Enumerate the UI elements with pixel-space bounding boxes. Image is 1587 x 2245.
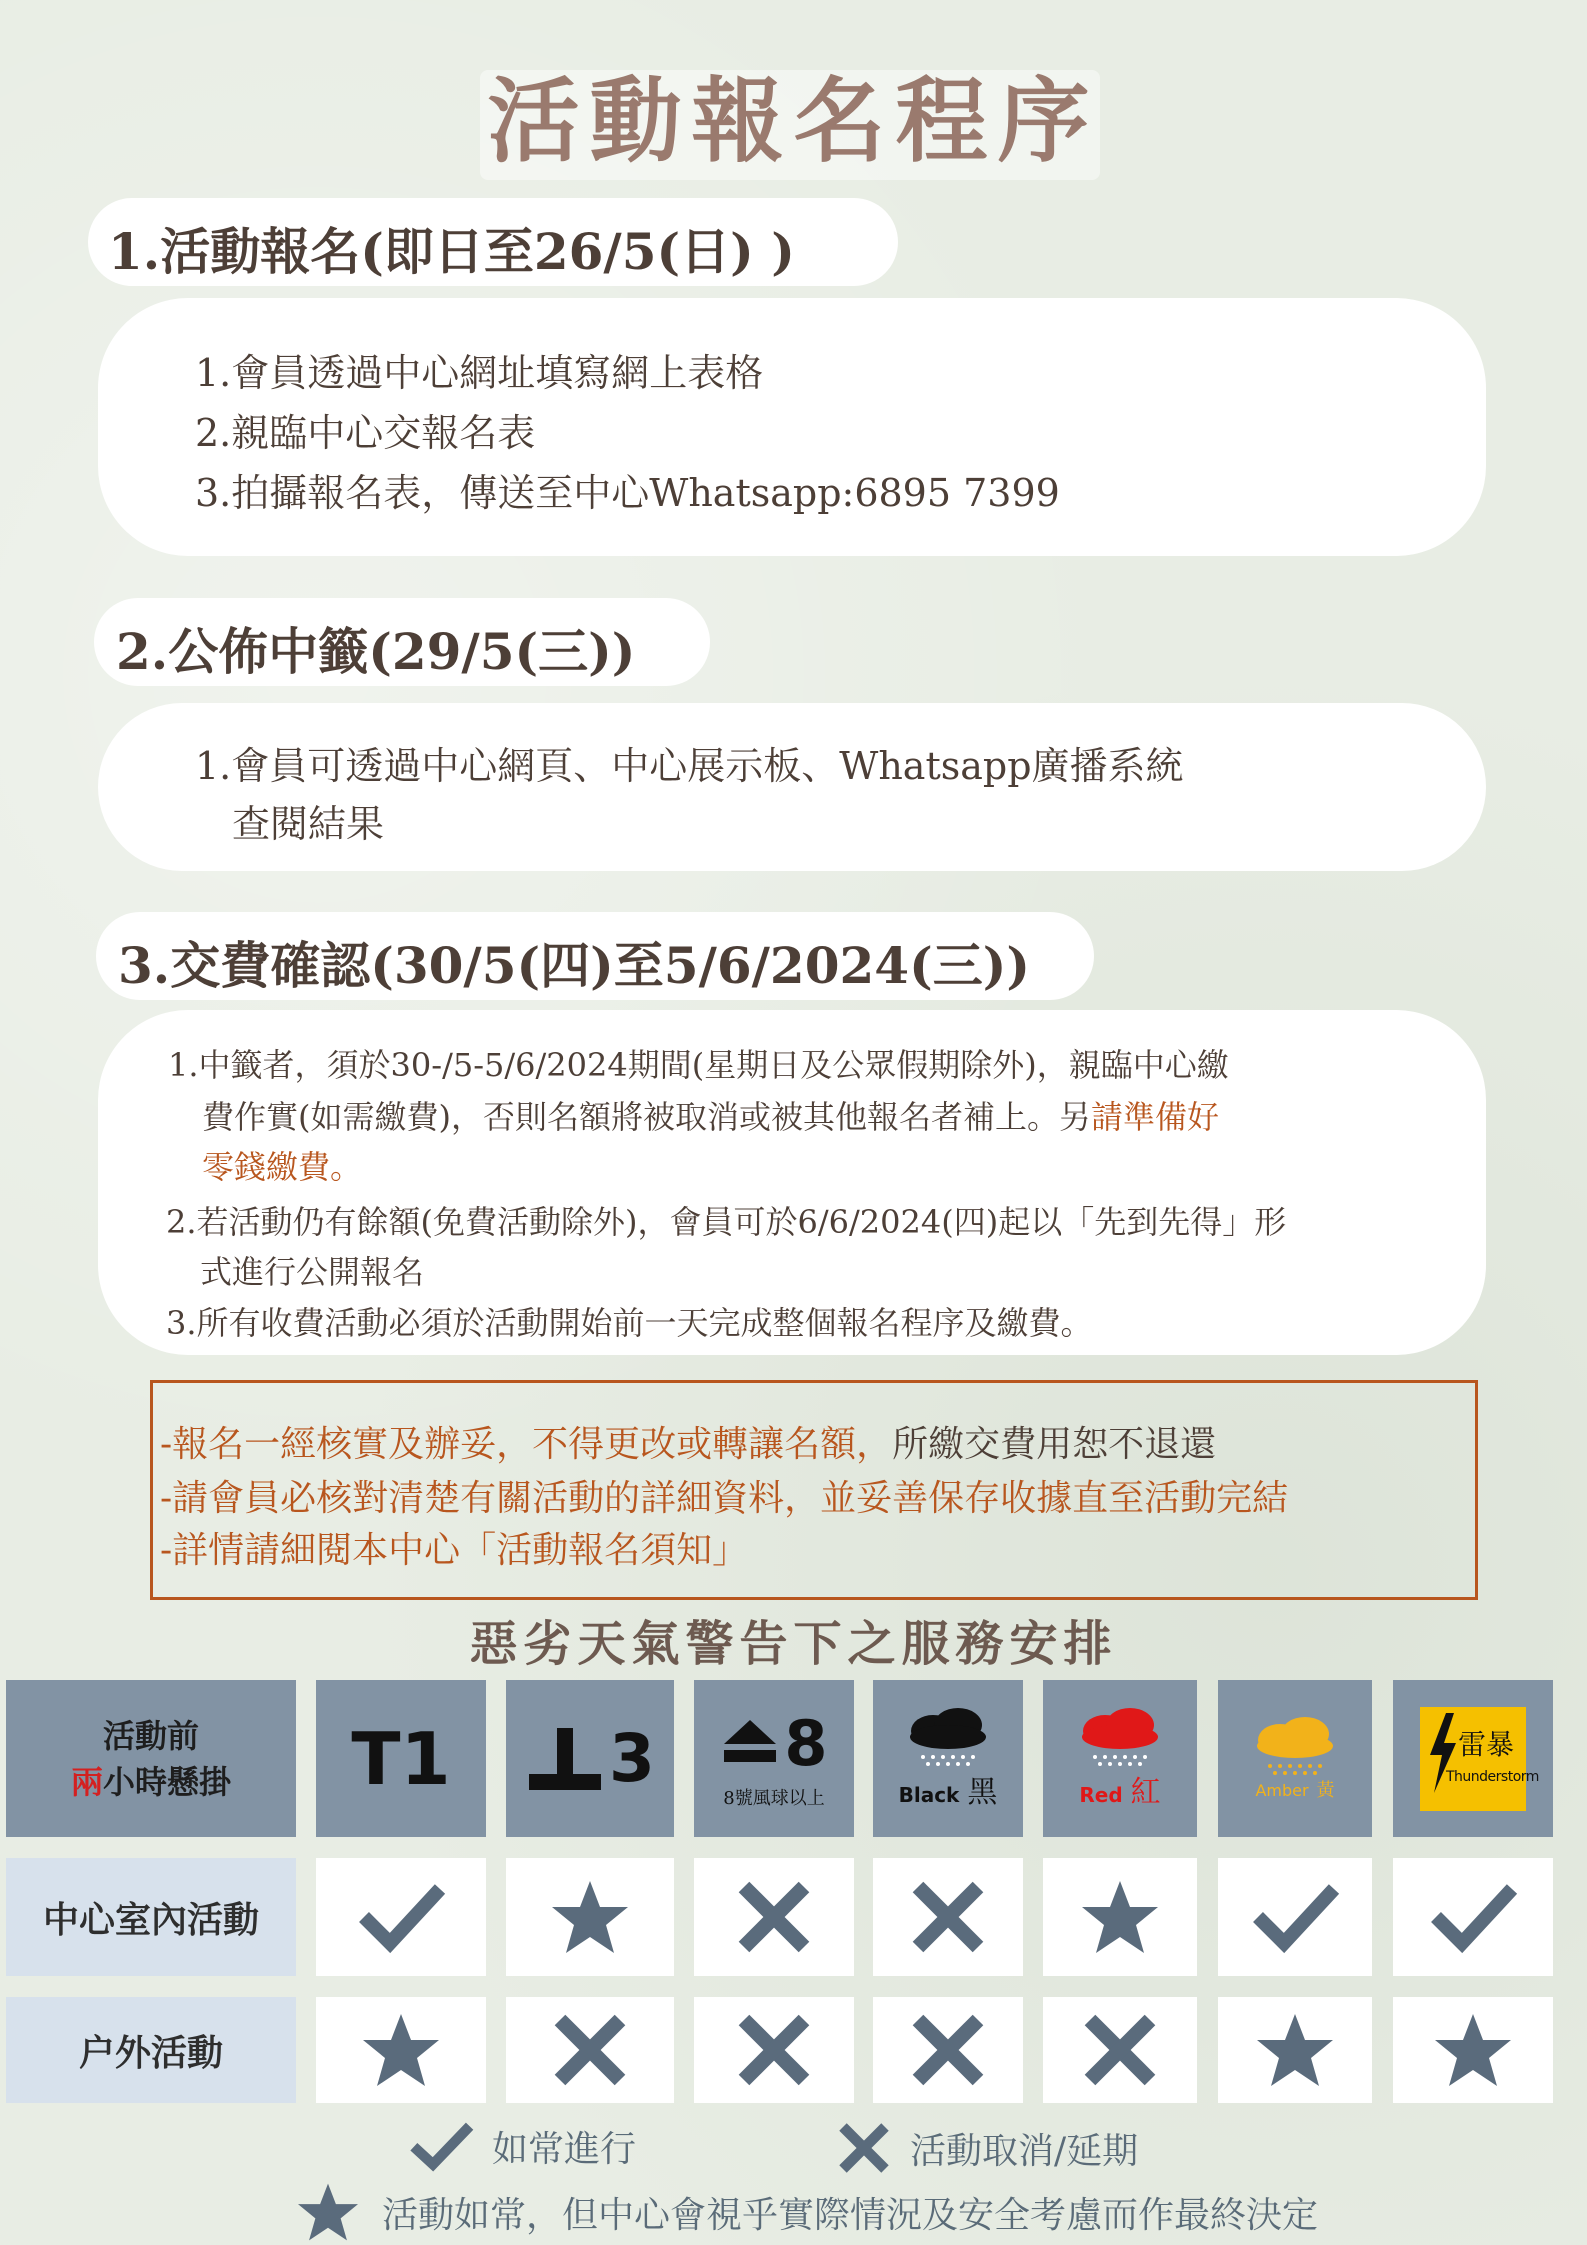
step3-item-1-line2-text: 費作實(如需繳費)，否則名額將被取消或被其他報名者補上。另 (202, 1098, 1091, 1136)
signal-header-label (6, 1680, 296, 1837)
t8-triangle-icon (720, 1716, 780, 1772)
step3-item-1-line3: 零錢繳費。 (202, 1148, 363, 1186)
step1-item-3: 3.拍攝報名表，傳送至中心Whatsapp:6895 7399 (195, 471, 1060, 515)
star-icon (1080, 1879, 1160, 1955)
indoor-t8-cell (694, 1858, 854, 1976)
black-rain-zh: 黑 (967, 1774, 998, 1810)
step1-item-1: 1.會員透過中心網址填寫網上表格 (195, 351, 764, 395)
signal-t1 (316, 1680, 486, 1837)
signal-t8-caption: 8號風球以上 (723, 1788, 825, 1809)
star-icon (550, 1879, 630, 1955)
check-icon (1428, 1879, 1518, 1955)
step3-item-2-line2: 式進行公開報名 (200, 1253, 425, 1291)
cross-icon (908, 2010, 988, 2090)
page-title: 活動報名程序 (487, 67, 1100, 175)
indoor-t1-cell (316, 1858, 486, 1976)
step3-item-3: 3.所有收費活動必須於活動開始前一天完成整個報名程序及繳費。 (166, 1304, 1093, 1342)
legend-cross (836, 2120, 1138, 2176)
star-icon (1433, 2012, 1513, 2088)
outdoor-black-cell (873, 1997, 1023, 2103)
amber-rain-label (1255, 1776, 1334, 1802)
black-rain-label (899, 1767, 998, 1811)
two-hours-highlight: 兩 (70, 1762, 103, 1801)
black-rain-cloud-icon (903, 1707, 993, 1767)
signal-t8 (694, 1680, 854, 1837)
cross-icon (836, 2120, 892, 2176)
signal-t1-text: T1 (351, 1716, 451, 1801)
no-refund-text: 所繳交費用恕不退還 (892, 1424, 1217, 1465)
signal-t3-text: 3 (609, 1720, 655, 1797)
outdoor-t8-cell (694, 1997, 854, 2103)
step2-heading: 2.公佈中籤(29/5(三)) (116, 622, 636, 681)
notice-line-1-text: -報名一經核實及辦妥，不得更改或轉讓名額， (160, 1424, 893, 1465)
cross-icon (734, 2010, 814, 2090)
notice-line-2: -請會員必核對清楚有關活動的詳細資料，並妥善保存收據直至活動完結 (160, 1478, 1289, 1519)
star-icon (361, 2012, 441, 2088)
signal-t8-text: 8 (784, 1707, 828, 1780)
weather-title: 惡劣天氣警告下之服務安排 (469, 1616, 1118, 1672)
signal-t3 (506, 1680, 674, 1837)
signal-thunderstorm (1393, 1680, 1553, 1837)
step3-item-1-line2 (202, 1092, 1219, 1138)
black-rain-en: Black (898, 1782, 960, 1807)
step2-item-1-line2: 查閱結果 (232, 802, 385, 846)
outdoor-t1-cell (316, 1997, 486, 2103)
legend-check-text: 如常進行 (492, 2128, 637, 2170)
cross-icon (734, 1877, 814, 1957)
step3-item-1-line1: 1.中籤者，須於30-/5-5/6/2024期間(星期日及公眾假期除外)，親臨中心繳 (168, 1046, 1229, 1084)
signal-black-rain (873, 1680, 1023, 1837)
legend-check (408, 2120, 636, 2172)
red-rain-label (1079, 1767, 1160, 1811)
signal-header-line1: 活動前 (102, 1716, 199, 1755)
thunderstorm-en: Thunderstorm (1446, 1768, 1539, 1785)
check-icon (1250, 1879, 1340, 1955)
legend-star-text: 活動如常，但中心會視乎實際情況及安全考慮而作最終決定 (382, 2194, 1319, 2236)
signal-amber-rain (1218, 1680, 1372, 1837)
prepare-change-highlight: 請準備好 (1090, 1098, 1219, 1136)
step3-heading: 3.交費確認(30/5(四)至5/6/2024(三)) (118, 936, 1031, 995)
row-label-indoor: 中心室內活動 (6, 1858, 296, 1976)
outdoor-red-cell (1043, 1997, 1197, 2103)
star-icon (1255, 2012, 1335, 2088)
thunderstorm-badge (1420, 1707, 1539, 1811)
signal-header-line2-text: 小時懸掛 (103, 1762, 232, 1801)
legend-cross-text: 活動取消/延期 (910, 2130, 1139, 2172)
cross-icon (550, 2010, 630, 2090)
step1-heading: 1.活動報名(即日至26/5(日) ) (108, 222, 795, 281)
cross-icon (908, 1877, 988, 1957)
outdoor-thunder-cell (1393, 1997, 1553, 2103)
signal-red-rain (1043, 1680, 1197, 1837)
check-icon (408, 2120, 474, 2172)
signal-header-line2 (71, 1759, 231, 1805)
indoor-black-cell (873, 1858, 1023, 1976)
outdoor-t3-cell (506, 1997, 674, 2103)
indoor-t3-cell (506, 1858, 674, 1976)
t3-symbol-icon (525, 1724, 605, 1794)
thunderstorm-zh: 雷暴 (1458, 1727, 1515, 1761)
cross-icon (1080, 2010, 1160, 2090)
outdoor-amber-cell (1218, 1997, 1372, 2103)
red-rain-en: Red (1079, 1782, 1123, 1807)
red-rain-cloud-icon (1075, 1707, 1165, 1767)
notice-line-3: -詳情請細閱本中心「活動報名須知」 (160, 1530, 749, 1571)
amber-rain-zh: 黃 (1316, 1779, 1335, 1801)
signal-t8-row (720, 1707, 827, 1780)
indoor-amber-cell (1218, 1858, 1372, 1976)
step3-item-2-line1: 2.若活動仍有餘額(免費活動除外)，會員可於6/6/2024(四)起以「先到先得」形 (166, 1203, 1287, 1241)
red-rain-zh: 紅 (1130, 1774, 1161, 1810)
notice-line-1 (160, 1416, 1216, 1467)
step2-item-1-line1: 1.會員可透過中心網頁、中心展示板、Whatsapp廣播系統 (195, 744, 1184, 788)
check-icon (356, 1879, 446, 1955)
star-icon (296, 2182, 360, 2242)
row-label-outdoor: 户外活動 (6, 1997, 296, 2103)
indoor-red-cell (1043, 1858, 1197, 1976)
amber-rain-en: Amber (1255, 1780, 1309, 1800)
indoor-thunder-cell (1393, 1858, 1553, 1976)
amber-rain-cloud-icon (1250, 1716, 1340, 1776)
step1-item-2: 2.親臨中心交報名表 (195, 411, 536, 455)
legend-star (296, 2182, 1318, 2242)
